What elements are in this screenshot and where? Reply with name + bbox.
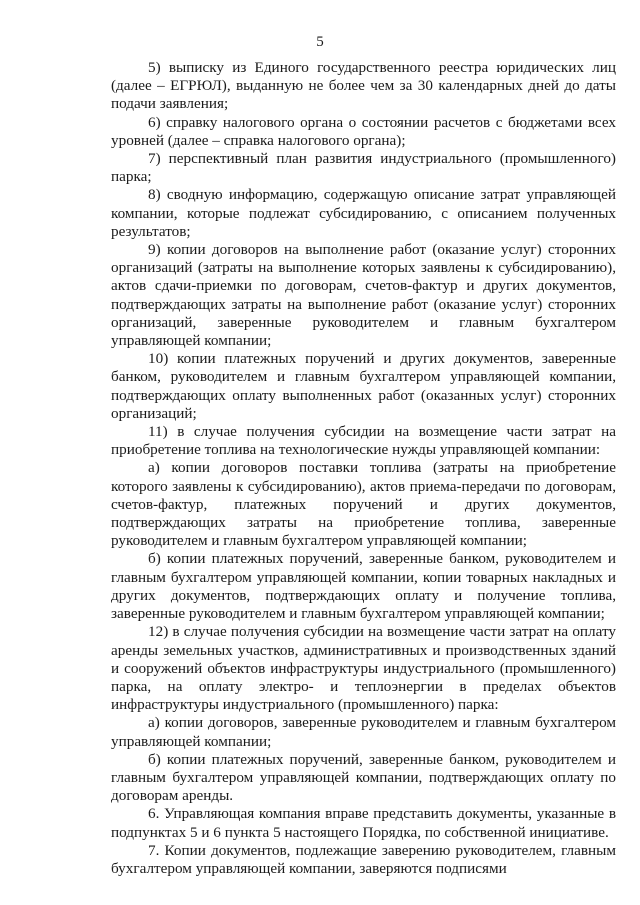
list-item-fuel-subsidy: 11) в случае получения субсидии на возмещение части затрат на приобретение топлива на технологические нужды управляющей компании: bbox=[111, 423, 616, 459]
page-number: 5 bbox=[316, 34, 324, 50]
list-item-contract-copies: 9) копии договоров на выполнение работ (оказание услуг) сторонних организаций (затраты на выполнение которых заявлены к субсидированию), актов сдачи-приемки по договорам, счетов-фактур и других документов, подтверждающих затраты на выполнение работ (оказание услуг) сторонних организаций, заверенные руководителем и главным бухгалтером управляющей компании; bbox=[111, 241, 616, 350]
list-item-tax-certificate: 6) справку налогового органа о состоянии расчетов с бюджетами всех уровней (далее – справка налогового органа); bbox=[111, 113, 616, 149]
document-body bbox=[111, 59, 616, 878]
list-item-lease-subsidy: 12) в случае получения субсидии на возмещение части затрат на оплату аренды земельных участков, административных и производственных зданий и сооружений объектов инфраструктуры индустриального (промышленного) парка, на оплату электро- и теплоэнергии в пределах объектов инфраструктуры индустриального (промышленного) парка: bbox=[111, 623, 616, 714]
subitem-lease-contracts: а) копии договоров, заверенные руководителем и главным бухгалтером управляющей компании; bbox=[111, 714, 616, 750]
list-item-payment-orders: 10) копии платежных поручений и других документов, заверенные банком, руководителем и главным бухгалтером управляющей компании, подтверждающих оплату выполненных работ (оказанных услуг) сторонних организаций; bbox=[111, 350, 616, 422]
list-item-development-plan: 7) перспективный план развития индустриального (промышленного) парка; bbox=[111, 150, 616, 186]
subitem-lease-payments: б) копии платежных поручений, заверенные банком, руководителем и главным бухгалтером управляющей компании, подтверждающих оплату по договорам аренды. bbox=[111, 750, 616, 805]
clause-6-initiative: 6. Управляющая компания вправе представить документы, указанные в подпунктах 5 и 6 пункта 5 настоящего Порядка, по собственной инициативе. bbox=[111, 805, 616, 841]
clause-7-certification: 7. Копии документов, подлежащие заверению руководителем, главным бухгалтером управляющей компании, заверяются подписями bbox=[111, 841, 616, 877]
list-item-cost-summary: 8) сводную информацию, содержащую описание затрат управляющей компании, которые подлежат субсидированию, с описанием полученных результатов; bbox=[111, 186, 616, 240]
list-item-egrul-extract: 5) выписку из Единого государственного реестра юридических лиц (далее – ЕГРЮЛ), выданную не более чем за 30 календарных дней до даты подачи заявления; bbox=[111, 59, 616, 113]
subitem-fuel-payments: б) копии платежных поручений, заверенные банком, руководителем и главным бухгалтером управляющей компании, копии товарных накладных и других документов, подтверждающих оплату и получение топлива, заверенные руководителем и главным бухгалтером управляющей компании; bbox=[111, 550, 616, 623]
subitem-fuel-contracts: а) копии договоров поставки топлива (затраты на приобретение которого заявлены к субсидированию), актов приема-передачи по договорам, счетов-фактур, платежных поручений и других документов, подтверждающих затраты на приобретение топлива, заверенные руководителем и главным бухгалтером управляющей компании; bbox=[111, 459, 616, 550]
